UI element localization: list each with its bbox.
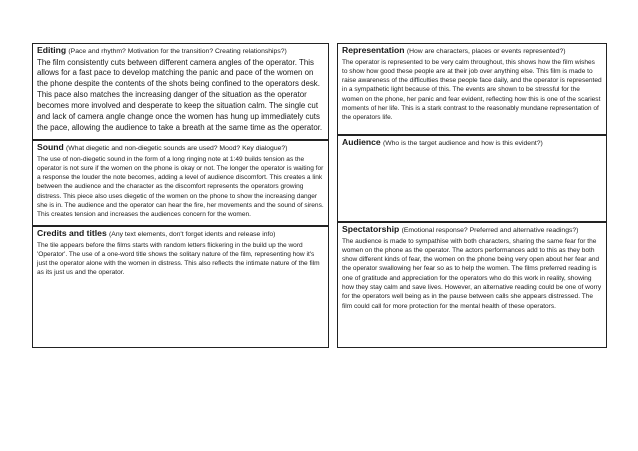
editing-box bbox=[32, 43, 329, 140]
credits-text: The tile appears before the films starts with random letters flickering in the build up the word 'Operator'. The use of a one-word title shows the solitary nature of the film, representing how it's just the operator alone with the women in distress. This also reflects the intimate nature of the film as its just us and the operator. bbox=[37, 241, 320, 277]
audience-subtitle: (Who is the target audience and how is this evident?) bbox=[382, 140, 543, 147]
sound-heading bbox=[37, 142, 324, 155]
spectatorship-title: Spectatorship bbox=[342, 224, 400, 234]
credits-heading bbox=[37, 228, 324, 241]
editing-text: The film consistently cuts between different camera angles of the operator. This allows for a fast pace to develop matching the panic and pace of the women on the phone despite the contents of the shots being confined to the operators desk. This pace also matches the increasing danger of the situation as the operator becomes more involved and desperate to keep the situation calm. The single cut and lack of camera angle change once the women has hung up immediately cuts the pace, allowing the audience to take a breath at the same time as the operator. bbox=[37, 57, 323, 132]
editing-heading bbox=[37, 45, 324, 58]
sound-title: Sound bbox=[37, 142, 64, 152]
spectatorship-box bbox=[337, 222, 607, 348]
representation-heading bbox=[342, 45, 602, 58]
audience-heading bbox=[342, 137, 602, 150]
representation-text: The operator is represented to be very calm throughout, this shows how the film wishes to show how good these people are at their job over anything else. This film is made to raise awareness of the difficulties these people face daily, and the operator is represented in a sympathetic light because of this. The events are shown to be stressful for the women on the phone, her panic and fear evident, reflecting how this is one of the scariest moments of her life. This is a stark contrast to the reasonably mundane representation of the operators life. bbox=[342, 58, 602, 122]
spectatorship-subtitle: (Emotional response? Preferred and alternative readings?) bbox=[401, 227, 579, 234]
representation-title: Representation bbox=[342, 45, 405, 55]
credits-box bbox=[32, 226, 329, 348]
sound-box bbox=[32, 140, 329, 226]
editing-subtitle: (Pace and rhythm? Motivation for the transition? Creating relationships?) bbox=[68, 48, 287, 55]
representation-subtitle: (How are characters, places or events represented?) bbox=[406, 48, 566, 55]
spectatorship-text: The audience is made to sympathise with both characters, sharing the same fear for the women on the phone as the operator. The actors performances add to this as they both show different kinds of fear, the women on the phone being very open about her fear and the operator swallowing her fear so as to help the women. The films preferred reading is one of gratitude and appreciation for the operators who do this work in reality, showing how they stay calm and save lives. However, an alternative reading could be one of worry for the operators well being as in the pause between calls she appears distressed. The film could call for more protection for the mental health of these operators. bbox=[342, 237, 602, 310]
editing-title: Editing bbox=[37, 45, 67, 55]
sound-subtitle: (What diegetic and non-diegetic sounds are used? Mood? Key dialogue?) bbox=[66, 145, 288, 152]
credits-subtitle: (Any text elements, don't forget idents and release info) bbox=[109, 231, 276, 238]
audience-box bbox=[337, 135, 607, 222]
sound-text: The use of non-diegetic sound in the form of a long ringing note at 1:49 builds tension as the operator is not sure if the women on the phone is okay or not. The longer the operator is waiting for a response the louder the note becomes, adding a level of audience discomfort. This creates a link between the audience and the character as the discomfort represents the operators growing distress. This piece also uses diegetic of the women on the phone to show the increasing danger she is in. The audience and the operator can hear the fire, her movements and the sound of sirens. This creates tension and increases the audiences concern for the women. bbox=[37, 155, 324, 219]
representation-box bbox=[337, 43, 607, 135]
spectatorship-heading bbox=[342, 224, 602, 237]
credits-title: Credits and titles bbox=[37, 228, 107, 238]
audience-title: Audience bbox=[342, 137, 381, 147]
